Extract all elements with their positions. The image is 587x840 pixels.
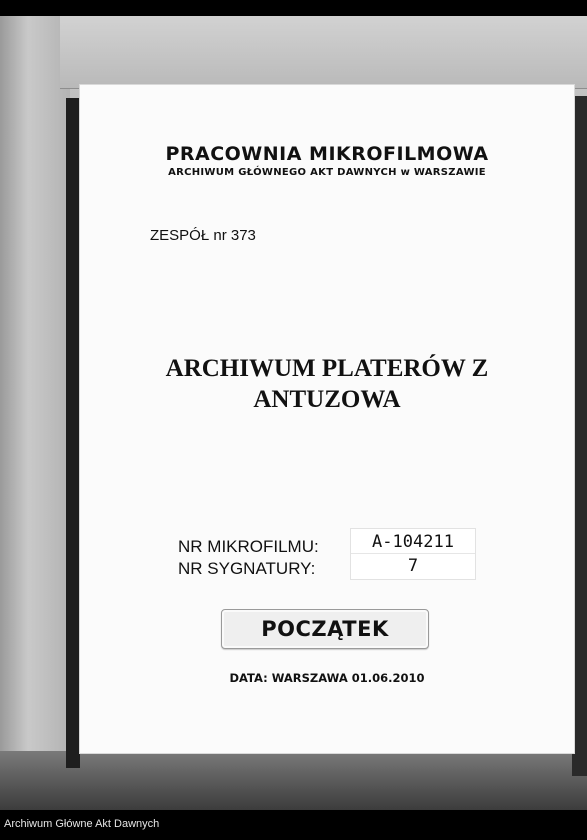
microfilm-value: A-104211 bbox=[372, 532, 454, 552]
frame-shadow-right bbox=[572, 96, 587, 776]
image-caption: Archiwum Główne Akt Dawnych bbox=[4, 818, 160, 830]
collection-title bbox=[80, 353, 574, 415]
start-stamp: POCZĄTEK bbox=[221, 609, 429, 649]
frame-bottom-band bbox=[0, 751, 587, 810]
signature-label: NR SYGNATURY: bbox=[178, 559, 316, 578]
microfilm-label: NR MIKROFILMU: bbox=[178, 537, 319, 556]
collection-title-line-1: ARCHIWUM PLATERÓW Z bbox=[165, 355, 489, 382]
reference-labels bbox=[178, 536, 319, 580]
collection-title-line-2: ANTUZOWA bbox=[253, 386, 401, 413]
date-line: DATA: WARSZAWA 01.06.2010 bbox=[229, 671, 425, 685]
collection-number: ZESPÓŁ nr 373 bbox=[150, 227, 256, 244]
reference-divider bbox=[351, 553, 475, 554]
reference-values-box bbox=[350, 528, 476, 580]
title-sheet bbox=[80, 85, 574, 753]
frame-shadow-left bbox=[66, 98, 80, 768]
archive-subtitle: ARCHIWUM GŁÓWNEGO AKT DAWNYCH w WARSZAWIE bbox=[168, 167, 486, 178]
signature-value: 7 bbox=[407, 556, 419, 576]
frame-left-edge bbox=[0, 16, 70, 810]
workshop-title: PRACOWNIA MIKROFILMOWA bbox=[165, 143, 489, 165]
frame-top-edge bbox=[60, 16, 587, 89]
